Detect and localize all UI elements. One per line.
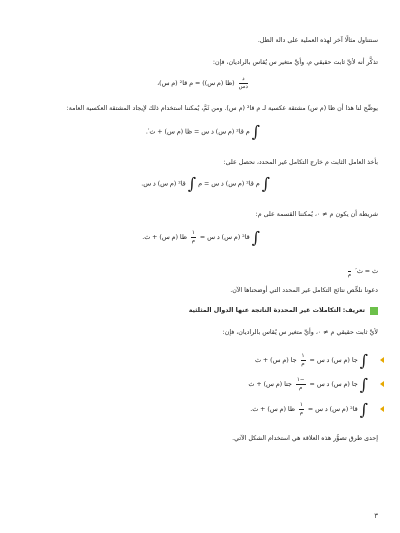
bullet-marker-3 xyxy=(380,406,384,412)
formula-cosine-right: جتا (م س) + ث xyxy=(248,381,292,388)
bullet-marker-1 xyxy=(380,357,384,363)
definition-heading xyxy=(22,306,365,315)
integral-sign: ∫ xyxy=(251,227,260,247)
formula-secant-right: ظا (م س) + ث. xyxy=(250,406,295,413)
formula-sine-left: جا (م س) د س = xyxy=(309,357,358,364)
page-number: ٣ xyxy=(374,512,378,520)
integral-sign: ∫ xyxy=(251,122,260,141)
paragraph-antiderivative: يوضِّح لنا هذا أن ظا (م س) مشتقة عكسية لـ م قا² (م س). ومن ثَمَّ، يُمكننا استخدام ذلك لإيجاد المشتقة العكسية العامة: xyxy=(66,105,378,112)
formula-secant xyxy=(250,399,368,419)
definition-label: تعريف: xyxy=(342,307,365,314)
equation-factor-tail: قا² (م س) د س. xyxy=(141,180,186,188)
equation-divided xyxy=(142,227,260,247)
formula-cosine-left: جا (م س) د س = xyxy=(309,381,358,388)
one-over-m-fraction: $\frac{١}{\text{م}}$ xyxy=(191,230,196,244)
derivative-expression: (ظا (م س)) = م قا² (م س)، xyxy=(157,80,235,87)
formula-sine-right: جا (م س) + ث xyxy=(254,357,297,364)
paragraph-visualize: إحدى طرق تصوُّر هذه العلاقة هي استخدام الشكل الآتي. xyxy=(232,435,378,442)
equation-constant-text: ث = ث′ xyxy=(355,268,378,275)
equation-factor-left: م xyxy=(255,180,260,188)
integral-sign: ∫ xyxy=(359,399,368,419)
integral-sign: ∫ xyxy=(359,350,368,370)
formula-secant-left: قا² (م س) د س = xyxy=(307,406,358,413)
integral-sign: ∫ xyxy=(359,374,368,394)
formula-cosine-fraction: $\frac{-١}{\text{م}}$ xyxy=(296,377,305,391)
paragraph-divide: شريطة أن يكون م ≠ ٠، يُمكننا القسمة على م: xyxy=(255,211,378,218)
equation-antiderivative-text: م قا² (م س) د س = ظا (م س) + ث′. xyxy=(145,128,250,136)
paragraph-summary: دعونا نلخِّص نتائج التكامل غير المحدد التي أوضحناها الآن. xyxy=(230,287,378,294)
equation-derivative xyxy=(157,76,250,91)
equation-factor xyxy=(141,174,270,193)
integral-sign: ∫ xyxy=(187,174,197,193)
equation-divided-tail: ظا (م س) + ث. xyxy=(142,234,187,241)
bullet-marker-2 xyxy=(380,381,384,387)
formula-sine-fraction: $\frac{١}{\text{م}}$ xyxy=(301,353,305,367)
equation-constant xyxy=(346,264,378,279)
constant-fraction: م xyxy=(348,264,352,279)
integral-sign: ∫ xyxy=(261,174,270,193)
formula-sine xyxy=(254,350,368,370)
paragraph-constant-factor: بأخذ العامل الثابت م خارج التكامل غير المحدد، نحصل على: xyxy=(223,159,378,166)
equation-factor-right: قا² (م س) د س = م xyxy=(198,180,254,188)
equation-divided-text: قا² (م س) د س = xyxy=(199,234,250,241)
equation-antiderivative xyxy=(145,122,260,141)
paragraph-intro: سنتناول مثالًا آخر لهذه العملية على دالة الظل. xyxy=(257,37,378,44)
definition-title: التكاملات غير المحددة الناتجة عنها الدوال المثلثية xyxy=(188,307,341,314)
formula-secant-fraction: $\frac{١}{\text{م}}$ xyxy=(299,402,304,416)
definition-marker xyxy=(370,307,378,315)
paragraph-recall: تذكَّر أنه لأيِّ ثابت حقيقي م، وأيِّ متغير س يُقاس بالراديان، فإن: xyxy=(212,59,378,66)
paragraph-definition-condition: لأيِّ ثابت حقيقي م ≠ ٠، وأيِّ متغير س يُقاس بالراديان، فإن: xyxy=(222,329,378,336)
derivative-fraction: $\frac{\text{د}}{\text{دس}}$ xyxy=(238,76,248,90)
formula-cosine xyxy=(248,374,368,394)
